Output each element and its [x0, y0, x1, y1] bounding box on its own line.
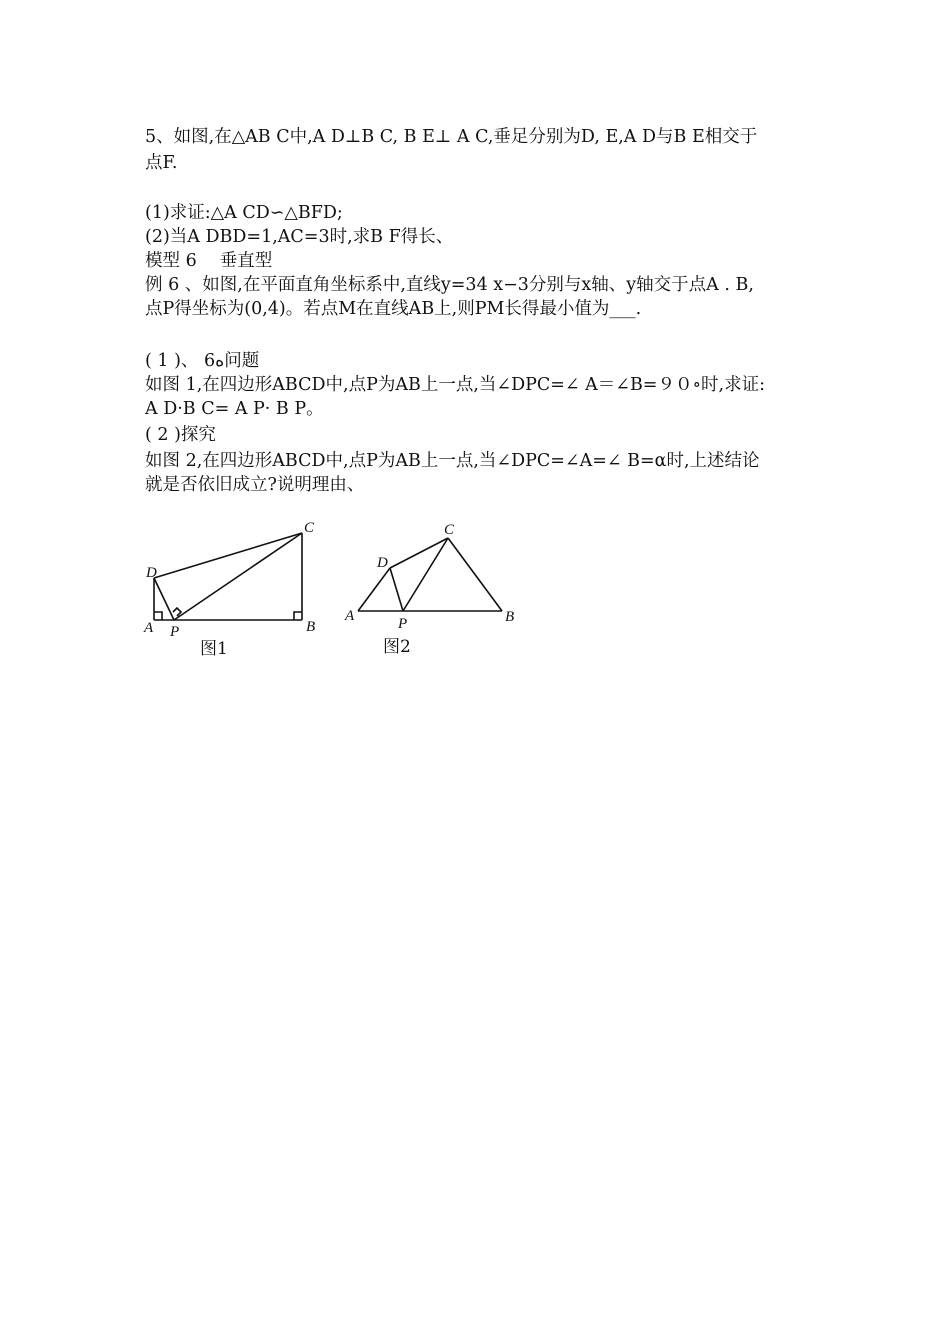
- example6-line2: 点P得坐标为(0,4)。若点M在直线AB上,则PM长得最小值为___.: [145, 299, 642, 319]
- figure1-label-c: C: [304, 520, 315, 536]
- figure2-segment-dp: [390, 568, 403, 611]
- problem5-part1: (1)求证:△A CD∽△BFD;: [145, 203, 343, 223]
- figure2-label-c: C: [444, 522, 455, 538]
- problem5-line1: 5、如图,在△AB C中,A D⊥B C, B E⊥ A C,垂足分别为D, E,A D与B E相交于: [145, 127, 758, 147]
- figure1-segment-dc: [154, 533, 302, 578]
- figure2-label-d: D: [377, 555, 388, 571]
- exploration-part2-line1: 如图 2,在四边形ABCD中,点P为AB上一点,当∠DPC=∠A=∠ B=α时,上述结论: [145, 451, 760, 471]
- exploration-part1-line1: 如图 1,在四边形ABCD中,点P为AB上一点,当∠DPC=∠ A＝∠B=９０∘时,求证:: [145, 375, 766, 395]
- figure1-label-a: A: [144, 620, 154, 636]
- exploration-part2-line2: 就是否依旧成立?说明理由、: [145, 475, 365, 495]
- figure1-segment-pc: [174, 533, 302, 620]
- exploration-part2-title: ( 2 )探究: [145, 425, 216, 445]
- figure2-segment-ad: [358, 568, 390, 611]
- figure2-label-a: A: [345, 608, 355, 624]
- figure1-right-angle-p: [173, 608, 181, 616]
- figure2-segment-cb: [448, 538, 502, 611]
- figure1-right-angle-a: [154, 612, 162, 620]
- figure1-diagram: [154, 533, 302, 620]
- exploration-part1-line2: A D·B C= A P· B P。: [145, 399, 324, 419]
- figure2-label-b: B: [505, 609, 515, 625]
- figure2-caption: 图2: [383, 637, 411, 657]
- problem5-line2: 点F.: [145, 153, 178, 173]
- figure1-caption: 图1: [200, 639, 228, 659]
- figures-area: [140, 515, 540, 665]
- figure1-segment-dp: [154, 578, 174, 620]
- model6-heading: 模型 6 垂直型: [145, 251, 273, 271]
- figure2-diagram: [358, 538, 502, 611]
- figure1-right-angle-b: [294, 612, 302, 620]
- figure1-label-p: P: [170, 624, 180, 640]
- problem5-part2: (2)当A DBD=1,AC=3时,求B F得长、: [145, 227, 454, 247]
- exploration-part1-title: ( 1 )、 6ه问题: [145, 351, 260, 371]
- figure1-label-b: B: [306, 619, 316, 635]
- example6-line1: 例 6 、如图,在平面直角坐标系中,直线y=34 x−3分别与x轴、y轴交于点A . B,: [145, 275, 754, 295]
- figure2-label-p: P: [398, 616, 408, 632]
- figure1-label-d: D: [146, 565, 157, 581]
